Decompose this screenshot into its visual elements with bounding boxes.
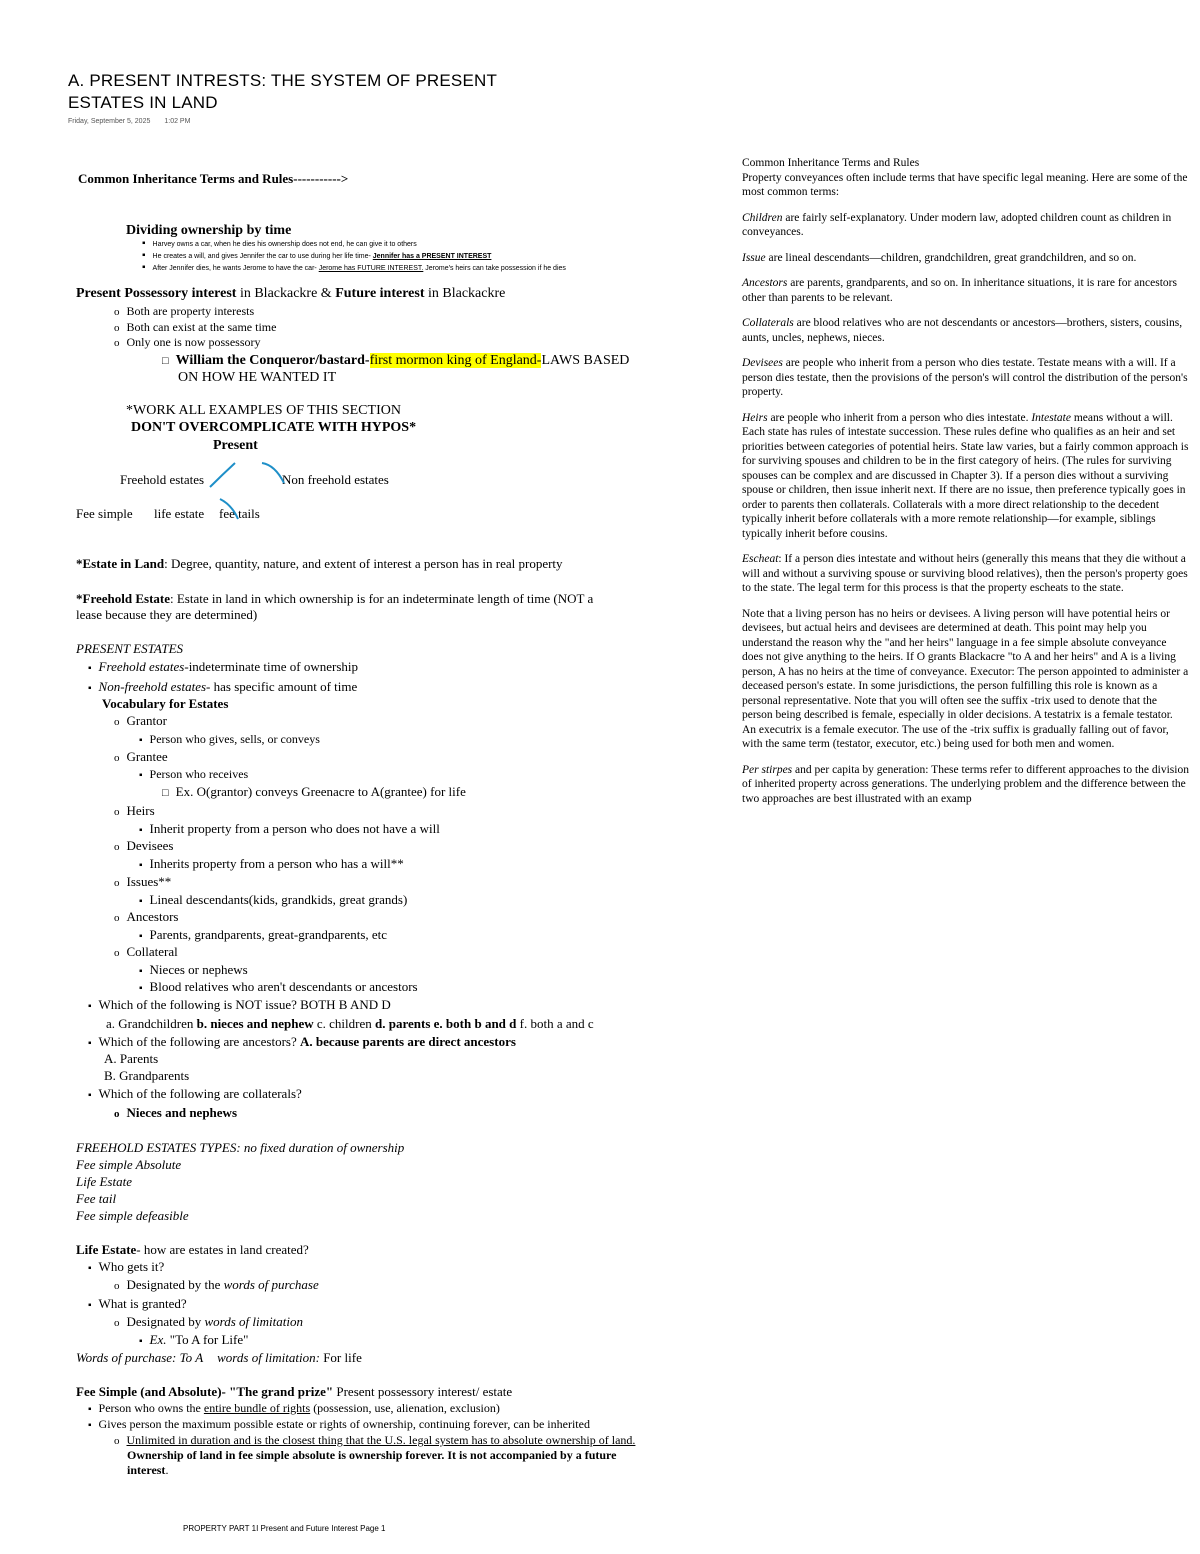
work-examples-note: *WORK ALL EXAMPLES OF THIS SECTION — [126, 403, 401, 418]
list-item: ▪ Nieces or nephews — [139, 961, 248, 980]
def-issue: Issue are lineal descendants—children, grandchildren, great grandchildren, and so on. — [742, 251, 1137, 264]
ink-stroke — [210, 463, 235, 487]
list-item: ▪ Blood relatives who aren't descendants or ancestors — [139, 978, 418, 997]
list-item: Fee simple Absolute — [76, 1157, 182, 1172]
page-footer: PROPERTY PART 1I Present and Future Interest Page 1 — [183, 1524, 386, 1533]
present-estates-heading: PRESENT ESTATES — [76, 641, 184, 656]
def-ancestors: Ancestors are parents, grandparents, and so on. In inheritance situations, it is rare for ancestors other than parents to be relevant. — [742, 277, 1177, 304]
fee-simple-heading: Fee Simple (and Absolute)- "The grand prize" Present possessory interest/ estate — [76, 1384, 513, 1399]
vocab-heading: Vocabulary for Estates — [102, 696, 229, 711]
tree-fee-simple: Fee simple — [76, 506, 133, 521]
list-item: o Grantor — [114, 712, 167, 731]
list-item: ▪ What is granted? — [88, 1295, 187, 1314]
estate-in-land-def: *Estate in Land: Degree, quantity, nature, and extent of interest a person has in real property — [76, 556, 563, 571]
words-line: Words of purchase: To A words of limitation: For life — [76, 1350, 362, 1365]
tree-fee-tails: fee tails — [219, 506, 260, 521]
list-item: ▪ Inherits property from a person who has a will** — [139, 855, 404, 874]
list-item: ▪ Freehold estates-indeterminate time of ownership — [88, 658, 358, 677]
list-item: o Designated by the words of purchase — [114, 1276, 319, 1295]
def-children: Children are fairly self-explanatory. Under modern law, adopted children count as children in conveyances. — [742, 211, 1172, 238]
william-conqueror-line-2: ON HOW HE WANTED IT — [178, 370, 337, 385]
list-item: o Issues** — [114, 873, 171, 892]
tree-nonfreehold: Non freehold estates — [282, 472, 389, 487]
def-escheat: Escheat: If a person dies intestate and without heirs (generally this means that they die without a will and without a surviving spouse or surviving blood relatives), then the person's property goes to the state. The legal term for this process is that the property escheats to the state. — [742, 553, 1188, 594]
list-item: o Devisees — [114, 837, 173, 856]
small-note-3: ▪ After Jennifer dies, he wants Jerome to have the car- Jerome has FUTURE INTEREST. Jerome's heirs can take possession if he dies — [142, 263, 697, 273]
list-item: ▪ Person who owns the entire bundle of rights (possession, use, alienation, exclusion) — [88, 1400, 500, 1418]
handwritten-strokes — [180, 455, 310, 535]
tree-life-estate: life estate — [154, 506, 205, 521]
list-item: o Heirs — [114, 802, 155, 821]
list-item: ▪ Who gets it? — [88, 1258, 164, 1277]
list-item: o Unlimited in duration and is the closest thing that the U.S. legal system has to absolute ownership of land. — [114, 1432, 635, 1450]
list-item: ▪ Gives person the maximum possible estate or rights of ownership, continuing forever, can be inherited — [88, 1416, 590, 1434]
tree-present: Present — [213, 438, 258, 453]
list-item: ▪ Person who receives — [139, 766, 248, 784]
def-collaterals: Collaterals are blood relatives who are not descendants or ancestors—brothers, sisters, cousins, aunts, uncles, nephews, nieces. — [742, 317, 1183, 344]
freehold-types-heading: FREEHOLD ESTATES TYPES: no fixed duration of ownership — [76, 1140, 405, 1155]
tree-freehold: Freehold estates — [120, 472, 205, 487]
list-item: ▪ Lineal descendants(kids, grandkids, great grands) — [139, 891, 407, 910]
list-item: ▪ Person who gives, sells, or conveys — [139, 731, 320, 749]
freehold-estate-def-2: lease because they are determined) — [76, 607, 258, 622]
list-item: A. Parents — [104, 1051, 159, 1066]
page-title: A. PRESENT INTRESTS: THE SYSTEM OF PRESENT ESTATES IN LAND — [68, 71, 498, 112]
list-item: o Nieces and nephews — [114, 1104, 237, 1123]
ink-stroke — [220, 499, 238, 519]
fee-simple-ownership: Ownership of land in fee simple absolute is ownership forever. It is not accompanied by a future — [127, 1448, 617, 1462]
small-note-2: ▪ He creates a will, and gives Jennifer the car to use during her life time- Jennifer has a PRESENT INTEREST — [142, 251, 491, 261]
list-item: o Designated by words of limitation — [114, 1313, 303, 1332]
ink-stroke — [262, 463, 284, 483]
list-item: o Both are property interests — [114, 303, 254, 321]
list-item: ▪ Inherit property from a person who does not have a will — [139, 820, 440, 839]
list-item: a. Grandchildren b. nieces and nephew c. children d. parents e. both b and d f. both a and c — [106, 1016, 594, 1031]
list-item: o Only one is now possessory — [114, 334, 261, 352]
dividing-heading: Dividing ownership by time — [126, 223, 292, 238]
list-item: ▪ Non-freehold estates- has specific amount of time — [88, 678, 357, 697]
def-heirs: Heirs are people who inherit from a person who dies intestate. Intestate means without a will. Each state has rules of intestate succession. These rules define who qualifies as an heir and set priorities between categories of potential heirs. State law varies, but a fairly common approach is for surviving spouses and children to be in the first category of heirs. (The rules for surviving spouses can be complex and are discussed in Chapter 3). If a person dies without a surviving spouse or children, then issue inherit next. If there are no issue, then preference typically goes in order to parents then collaterals. Collaterals with a more direct relationship to the decedent typically inherit before collaterals with a more remote relationship—for example, siblings typically inherit before cousins. — [742, 411, 1189, 540]
william-conqueror-line: □ William the Conqueror/bastard-first mormon king of England-LAWS BASED — [162, 352, 629, 370]
list-item: ▪ Parents, grandparents, great-grandparents, etc — [139, 926, 387, 945]
right-column — [742, 156, 1189, 817]
list-item: ▪ Ex. "To A for Life" — [139, 1331, 248, 1350]
list-item: ▪ Which of the following are ancestors? A. because parents are direct ancestors — [88, 1033, 516, 1052]
def-devisees: Devisees are people who inherit from a person who dies testate. Testate means with a will. If a person dies testate, then the provisions of the person's will control the distribution of the person's property. — [742, 357, 1188, 398]
list-item: ▪ Which of the following is NOT issue? BOTH B AND D — [88, 996, 391, 1015]
list-item: ▪ Which of the following are collaterals? — [88, 1085, 302, 1104]
right-title: Common Inheritance Terms and Rules — [742, 157, 920, 169]
inheritance-heading: Common Inheritance Terms and Rules-----------> — [78, 171, 349, 186]
list-item: o Ancestors — [114, 908, 179, 927]
list-item: Fee tail — [76, 1191, 117, 1206]
list-item: □ Ex. O(grantor) conveys Greenacre to A(grantee) for life — [162, 783, 466, 802]
life-estate-heading: Life Estate- how are estates in land created? — [76, 1242, 309, 1257]
list-item: o Collateral — [114, 943, 178, 962]
small-note-1: ▪ Harvey owns a car, when he dies his ownership does not end, he can give it to others — [142, 239, 417, 249]
right-intro: Property conveyances often include terms that have specific legal meaning. Here are some of the most common terms: — [742, 171, 1188, 198]
present-possessory-line: Present Possessory interest in Blackackre & Future interest in Blackackre — [76, 286, 506, 301]
page-date: Friday, September 5, 2025 1:02 PM — [68, 118, 191, 125]
freehold-estate-def: *Freehold Estate: Estate in land in which ownership is for an indeterminate length of time (NOT a — [76, 591, 594, 606]
list-item: Fee simple defeasible — [76, 1208, 189, 1223]
list-item: o Grantee — [114, 748, 168, 767]
list-item: Life Estate — [76, 1174, 132, 1189]
overcomplicate-note: DON'T OVERCOMPLICATE WITH HYPOS* — [131, 420, 417, 435]
def-per-stirpes: Per stirpes and per capita by generation: These terms refer to different approaches to the division of inherited property across generations. The underlying problem and the difference between the two approaches are best illustrated with an examp — [742, 763, 1189, 805]
note-paragraph: Note that a living person has no heirs or devisees. A living person will have potential heirs or devisees, but actual heirs and devisees are determined at death. This point may help you understand the reason why the "and her heirs" language in a fee simple absolute conveyance does not give anything to the heirs. If O grants Blackacre "to A and her heirs" and A is a living person, A has no heirs at the time of conveyance. Executor: The person appointed to administer a deceased person's estate. In some jurisdictions, the person fulfilling this role is known as a personal representative. Note that you will often see the suffix -trix used to denote that the person being described is female, especially in older decisions. A testatrix is a female testator. An executrix is a female executor. The use of the -trix suffix is gradually falling out of favor, with the same term (testator, executor, etc.) being used for both men and women. — [742, 607, 1189, 750]
list-item: o Both can exist at the same time — [114, 319, 276, 337]
list-item: B. Grandparents — [104, 1068, 190, 1083]
fee-simple-ownership-2: interest. — [127, 1463, 169, 1477]
